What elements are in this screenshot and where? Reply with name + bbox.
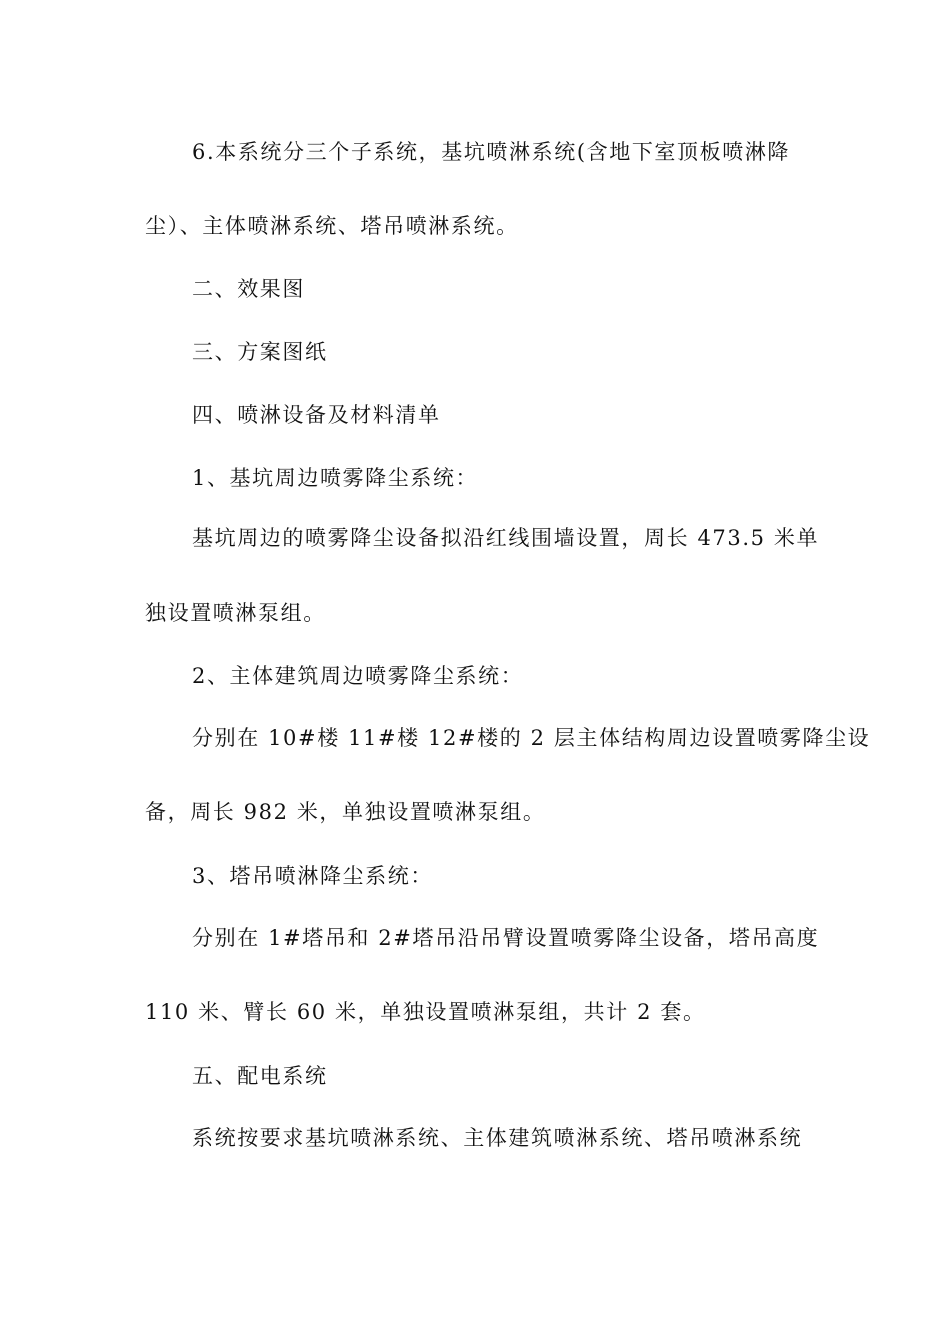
- body-building-line-1: 分别在 10#楼 11#楼 12#楼的 2 层主体结构周边设置喷雾降尘设: [192, 726, 871, 750]
- subheading-pit-perimeter: 1、基坑周边喷雾降尘系统：: [192, 466, 479, 490]
- paragraph-6-line-1: 6.本系统分三个子系统，基坑喷淋系统(含地下室顶板喷淋降: [192, 140, 791, 164]
- body-building-line-2: 备，周长 982 米，单独设置喷淋泵组。: [145, 800, 546, 824]
- paragraph-6-line-2: 尘）、主体喷淋系统、塔吊喷淋系统。: [145, 214, 519, 238]
- body-power-line-1: 系统按要求基坑喷淋系统、主体建筑喷淋系统、塔吊喷淋系统: [192, 1126, 803, 1150]
- subheading-tower-crane: 3、塔吊喷淋降尘系统：: [192, 864, 433, 888]
- body-pit-line-2: 独设置喷淋泵组。: [145, 601, 326, 625]
- subheading-main-building: 2、主体建筑周边喷雾降尘系统：: [192, 664, 524, 688]
- section-heading-equipment-list: 四、喷淋设备及材料清单: [192, 403, 441, 427]
- body-crane-line-1: 分别在 1#塔吊和 2#塔吊沿吊臂设置喷雾降尘设备，塔吊高度: [192, 926, 820, 950]
- section-heading-effect-drawing: 二、效果图: [192, 277, 305, 301]
- body-crane-line-2: 110 米、臂长 60 米，单独设置喷淋泵组，共计 2 套。: [145, 1000, 706, 1024]
- body-pit-line-1: 基坑周边的喷雾降尘设备拟沿红线围墙设置，周长 473.5 米单: [192, 526, 820, 550]
- section-heading-plan-drawings: 三、方案图纸: [192, 340, 328, 364]
- section-heading-power-distribution: 五、配电系统: [192, 1064, 328, 1088]
